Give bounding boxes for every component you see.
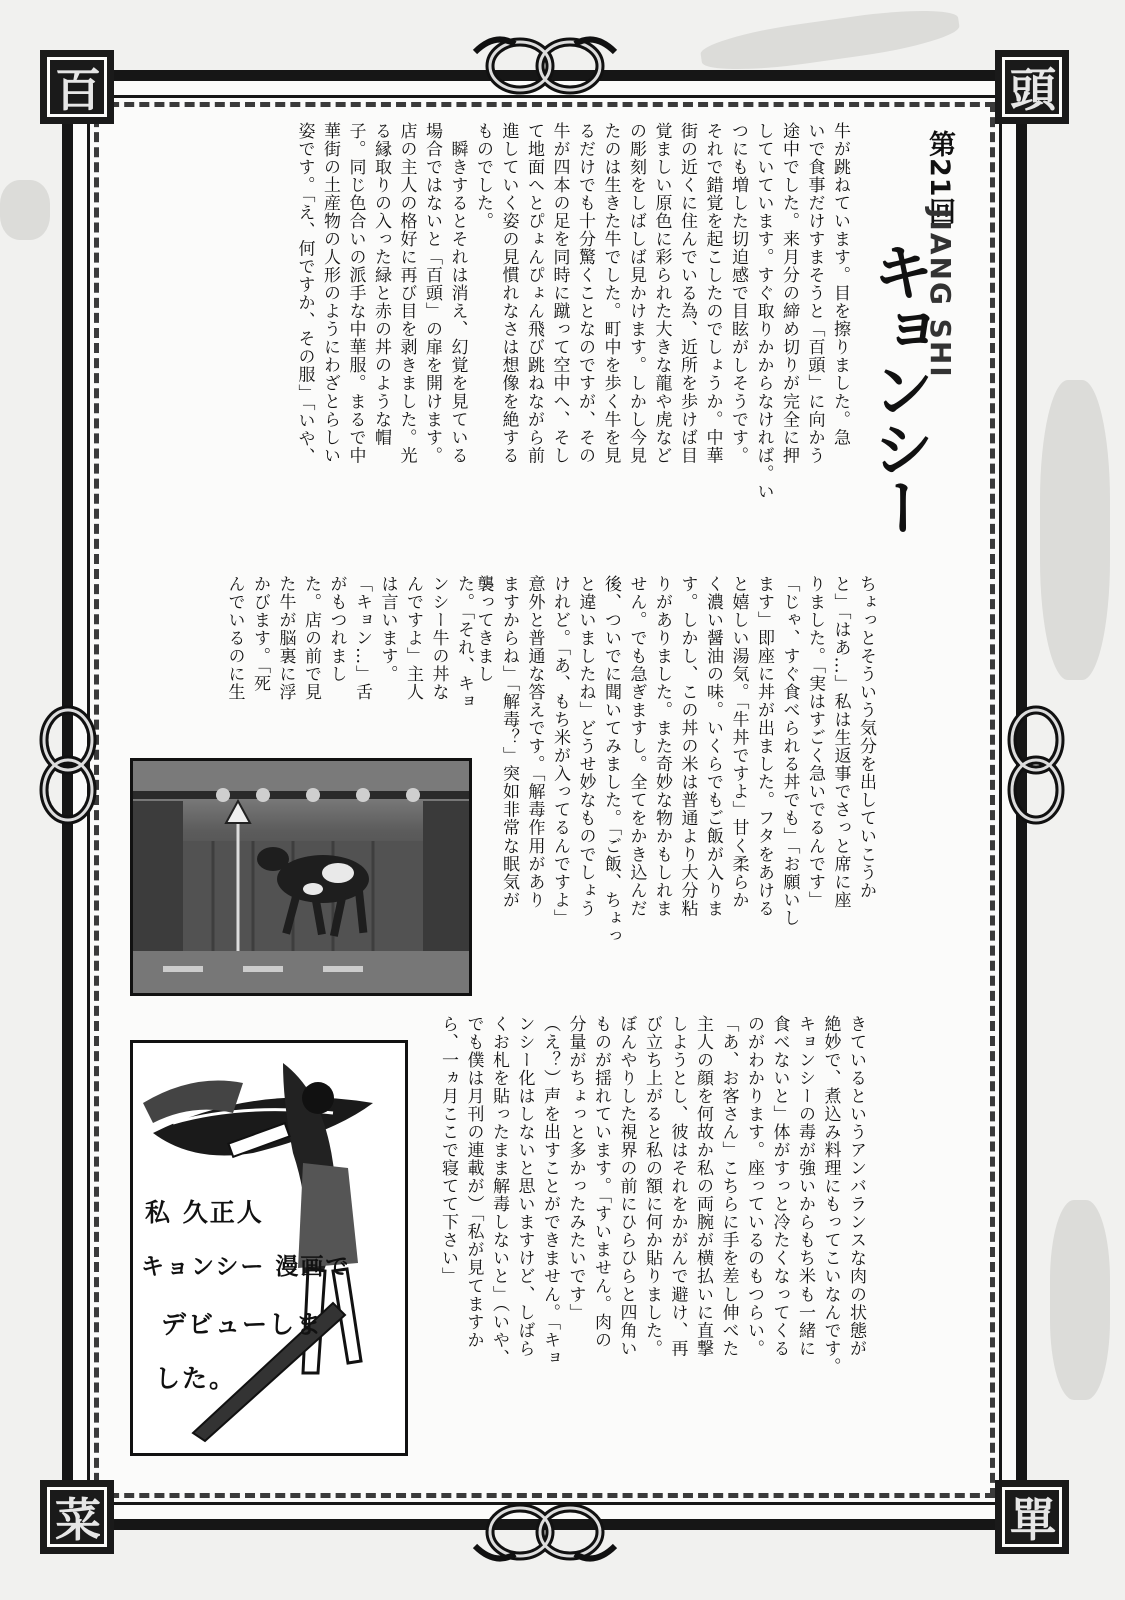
text-line: ものでした。 bbox=[473, 122, 493, 231]
text-line: 「じゃ、すぐ食べられる丼でも」「お願いし bbox=[779, 575, 800, 927]
text-line: と違いましたね」どうせ妙なものでしょう bbox=[575, 575, 596, 918]
text-line: 後、ついでに聞いてみました。「ご飯、ちょっ bbox=[601, 575, 621, 945]
text-line: くお札を貼ったまま解毒しないと」（いや、 bbox=[489, 1015, 509, 1367]
text-line: 分量がちょっと多かったみたいです」 bbox=[565, 1015, 586, 1322]
text-line: の彫刻をしばしば見かけます。しかし今見 bbox=[626, 122, 646, 465]
text-line: んでいるのに生 bbox=[224, 575, 245, 702]
text-line: しようとし、彼はそれをかがんで避け、再 bbox=[667, 1015, 688, 1358]
text-line: んですよ」主人 bbox=[403, 575, 423, 702]
bull-photo bbox=[130, 758, 472, 996]
background-crack bbox=[1050, 1200, 1110, 1400]
text-line: て地面へとぴょんぴょん飛び跳ねながら前 bbox=[524, 122, 544, 465]
knot-ornament-right bbox=[1000, 690, 1072, 840]
text-line: るだけでも十分驚くことなのですが、その bbox=[575, 122, 595, 465]
background-crack bbox=[698, 2, 961, 78]
knot-ornament-bottom bbox=[470, 1498, 620, 1566]
text-line: 店の主人の格好に再び目を剥きました。光 bbox=[396, 122, 417, 465]
text-line: 意外と普通な答えです。「解毒作用があり bbox=[524, 575, 545, 909]
knot-ornament-top bbox=[470, 32, 620, 100]
text-line: 街の近くに住んでいる為、近所を歩けば目 bbox=[677, 122, 697, 465]
illustration-caption-line-4: した。 bbox=[155, 1364, 237, 1393]
text-line: ますからね」「解毒？」突如非常な眠気が bbox=[499, 575, 519, 909]
text-line: す。しかし、この丼の米は普通より大分粘 bbox=[677, 575, 698, 918]
text-line: び立ち上がると私の額に何か貼りました。 bbox=[642, 1015, 662, 1358]
body-text-middle-right bbox=[473, 575, 878, 995]
text-line: と嬉しい湯気。「牛丼ですよ」甘く柔らか bbox=[728, 575, 749, 909]
text-line: 華街の土産物の人形のようにわざとらしい bbox=[320, 122, 340, 465]
text-line: ら、一ヵ月ここで寝てて下さい」 bbox=[438, 1015, 458, 1286]
text-line: つにも増した切迫感で目眩がしそうです。 bbox=[728, 122, 748, 465]
text-line: それで錯覚を起こしたのでしょうか。中華 bbox=[702, 122, 723, 465]
body-text-top bbox=[140, 122, 852, 562]
background-crack bbox=[0, 180, 50, 240]
text-line: （え？）声を出すことができません。「キョ bbox=[540, 1015, 560, 1367]
illustration-caption-line-3: デビューしま bbox=[161, 1310, 324, 1339]
text-line: ンシー牛の丼な bbox=[428, 575, 449, 702]
text-line: たのは生きた牛でした。町中を歩く牛を見 bbox=[600, 122, 621, 465]
text-line: けれど。「あ、もち米が入ってるんですよ」 bbox=[550, 575, 570, 927]
text-line: 姿です。「え、何ですか、その服」「いや、 bbox=[294, 122, 315, 466]
text-line: る縁取りの入った緑と赤の丼のような帽 bbox=[371, 122, 391, 447]
text-line: りがありました。また奇妙な物かもしれま bbox=[652, 575, 672, 918]
illustration-caption-line-2: キョンシー 漫画で bbox=[141, 1254, 351, 1280]
text-line: た牛が脳裏に浮 bbox=[275, 575, 296, 702]
episode-label: 第21回 bbox=[924, 130, 955, 226]
text-line: 途中でした。来月分の締め切りが完全に押 bbox=[779, 122, 799, 465]
text-line: きているというアンバランスな肉の状態が bbox=[846, 1015, 866, 1358]
text-line: 進していく姿の見慣れなさは想像を絶する bbox=[498, 122, 519, 465]
corner-badge-bottom-right: 單 bbox=[995, 1480, 1069, 1554]
text-line: ます」即座に丼が出ました。フタをあける bbox=[754, 575, 774, 918]
text-line: していています。すぐ取りかからなければ。い bbox=[753, 122, 774, 501]
corner-badge-top-right: 頭 bbox=[995, 50, 1069, 124]
corner-badge-bottom-left: 菜 bbox=[40, 1480, 114, 1554]
corner-badge-top-left: 百 bbox=[40, 50, 114, 124]
title-english: JIANG SHI bbox=[924, 208, 957, 379]
text-line: ンシー化はしないと思いますけど、しばら bbox=[514, 1015, 535, 1358]
text-line: かびます。「死 bbox=[250, 575, 270, 693]
text-line: 子。同じ色合いの派手な中華服。まるで中 bbox=[345, 122, 366, 465]
text-line: りました。「実はすごく急いでるんです」 bbox=[805, 575, 825, 909]
illustration-caption-line-1: 私 久正人 bbox=[145, 1198, 264, 1227]
body-text-middle-left bbox=[136, 575, 476, 745]
text-line: 牛が四本の足を同時に蹴って空中へ、そし bbox=[549, 122, 570, 465]
text-line: せん。でも急ぎますし。全てをかき込んだ bbox=[626, 575, 647, 918]
text-line: ちょっとそういう気分を出していこうか bbox=[856, 575, 876, 900]
page-title: キョンシー bbox=[862, 240, 935, 535]
text-line: く濃い醤油の味。いくらでもご飯が入りま bbox=[703, 575, 723, 918]
text-line: た。店の前で見 bbox=[301, 575, 321, 702]
text-line: でも僕は月刊の連載が）「私が見てますか bbox=[463, 1015, 484, 1349]
background-crack bbox=[1040, 380, 1110, 680]
text-line: キョンシーの毒が強いからもち米も一緒に bbox=[795, 1015, 815, 1358]
text-line: 牛が跳ねています。目を擦りました。急 bbox=[830, 122, 850, 447]
text-line: 主人の顔を何故か私の両腕が横払いに直撃 bbox=[693, 1015, 713, 1358]
text-line: 襲ってきまし bbox=[473, 575, 494, 684]
text-line: 場合ではないと「百頭」の扉を開けます。 bbox=[422, 122, 442, 465]
text-line: と」「はあ…」私は生返事でさっと席に座 bbox=[830, 575, 851, 909]
text-line: 食べないと」体がすっと冷たくなってくる bbox=[769, 1015, 790, 1358]
text-line: 覚ましい原色に彩られた大きな龍や虎など bbox=[651, 122, 672, 465]
text-line: 「あ、お客さん」こちらに手を差し伸べた bbox=[718, 1015, 739, 1358]
text-line: た。「それ、キョ bbox=[454, 575, 474, 711]
text-line: 「キョン…」舌 bbox=[352, 575, 372, 702]
text-line: 瞬きするとそれは消え、幻覚を見ている bbox=[447, 122, 468, 465]
knot-ornament-left bbox=[32, 690, 104, 840]
author-illustration bbox=[130, 1040, 408, 1456]
text-line: がもつれまし bbox=[326, 575, 347, 684]
text-line: ものが揺れています。「すいません。肉の bbox=[591, 1015, 611, 1349]
text-line: は言います。 bbox=[377, 575, 398, 684]
text-line: いで食事だけすまそうと「百頭」に向かう bbox=[804, 122, 825, 465]
body-text-bottom bbox=[420, 1015, 868, 1455]
text-line: 絶妙で、煮込み料理にもってこいなんです。 bbox=[820, 1015, 841, 1376]
text-line: ぼんやりした視界の前にひらひらと四角い bbox=[616, 1015, 637, 1358]
text-line: のがわかります。座っているのもつらい。 bbox=[744, 1015, 764, 1358]
